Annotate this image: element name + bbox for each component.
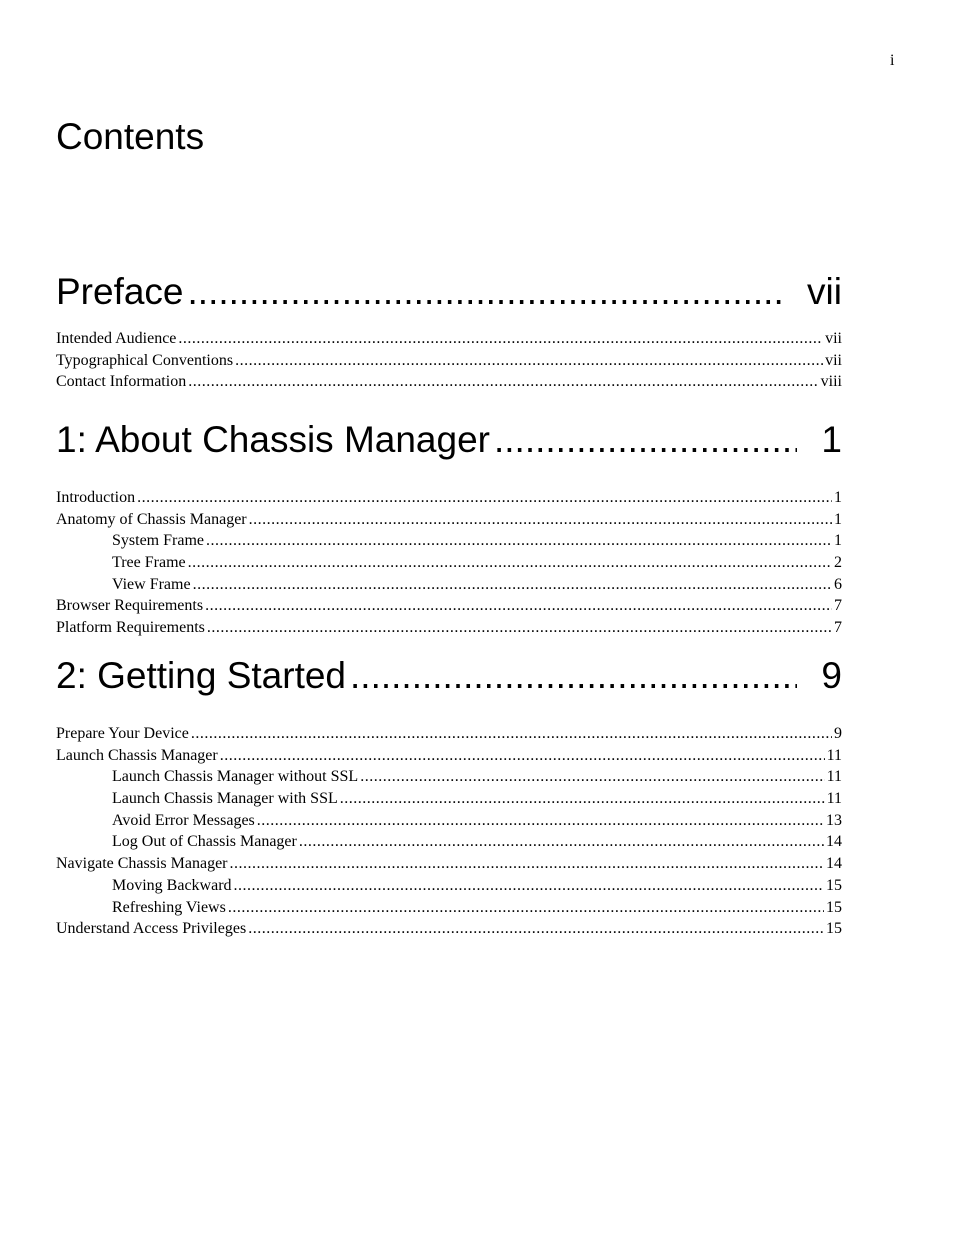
entry-title: System Frame xyxy=(112,532,204,550)
entry-page: 14 xyxy=(826,855,842,873)
entry-title: Navigate Chassis Manager xyxy=(56,855,228,873)
entry-page: 13 xyxy=(826,811,842,829)
toc-section-preface xyxy=(56,270,842,393)
entry-title: Moving Backward xyxy=(112,876,232,894)
entry-page: vii xyxy=(825,351,842,369)
dot-leader xyxy=(205,595,832,617)
chapter-heading[interactable] xyxy=(56,270,842,314)
entry-page: 11 xyxy=(826,790,842,808)
entry-page: 2 xyxy=(834,554,842,572)
entry-title: Log Out of Chassis Manager xyxy=(112,833,297,851)
entry-title: Understand Access Privileges xyxy=(56,920,247,938)
entry-title: Intended Audience xyxy=(56,330,177,347)
dot-leader xyxy=(299,831,824,853)
toc-subentry[interactable] xyxy=(56,788,842,810)
toc-entry[interactable] xyxy=(56,350,842,372)
entry-page: 11 xyxy=(826,746,842,764)
dot-leader xyxy=(230,853,824,875)
dot-leader xyxy=(235,350,823,372)
dot-leader xyxy=(206,530,832,552)
dot-leader xyxy=(249,509,832,531)
entry-title: Platform Requirements xyxy=(56,619,205,637)
toc-entries xyxy=(56,487,842,639)
toc-section-chapter-2 xyxy=(56,654,842,940)
entry-page: 15 xyxy=(826,876,842,894)
toc-subentry[interactable] xyxy=(56,875,842,897)
toc-section-chapter-1 xyxy=(56,418,842,639)
dot-leader xyxy=(137,487,832,509)
dot-leader xyxy=(178,328,823,350)
entry-title: Tree Frame xyxy=(112,554,186,572)
toc-entry[interactable] xyxy=(56,918,842,940)
entry-title: Typographical Conventions xyxy=(56,351,234,369)
dot-leader xyxy=(234,875,824,897)
toc-entries xyxy=(56,723,842,940)
dot-leader xyxy=(228,897,824,919)
dot-leader xyxy=(207,617,832,639)
toc-entry[interactable] xyxy=(56,745,842,767)
dot-leader xyxy=(188,552,832,574)
dot-leader xyxy=(248,918,824,940)
entry-title: Avoid Error Messages xyxy=(112,811,255,829)
dot-leader xyxy=(191,723,832,745)
dot-leader xyxy=(257,810,824,832)
toc-entry[interactable] xyxy=(56,595,842,617)
chapter-page: 9 xyxy=(821,655,842,696)
entry-title: Browser Requirements xyxy=(56,597,204,615)
toc-subentry[interactable] xyxy=(56,831,842,853)
entry-title: Contact Information xyxy=(56,373,187,391)
toc-entry[interactable] xyxy=(56,617,842,639)
entry-title: Launch Chassis Manager without SSL xyxy=(112,768,359,786)
entry-title: Launch Chassis Manager xyxy=(56,746,218,764)
entry-page: 7 xyxy=(834,619,842,637)
dot-leader xyxy=(188,371,818,393)
dot-leader xyxy=(188,270,784,314)
chapter-title: 2: Getting Started xyxy=(56,655,347,696)
toc-entry[interactable] xyxy=(56,509,842,531)
entry-page: 14 xyxy=(826,833,842,851)
entry-page: 11 xyxy=(826,768,842,786)
dot-leader xyxy=(340,788,825,810)
entry-page: vii xyxy=(825,330,842,347)
toc-subentry[interactable] xyxy=(56,766,842,788)
chapter-heading[interactable] xyxy=(56,654,842,698)
toc-entry[interactable] xyxy=(56,328,842,350)
page-number: i xyxy=(890,52,895,69)
entry-page: 1 xyxy=(834,532,842,550)
entry-page: 15 xyxy=(826,920,842,938)
toc-subentry[interactable] xyxy=(56,552,842,574)
entry-page: 9 xyxy=(834,725,842,742)
entry-page: 1 xyxy=(834,489,842,506)
toc-subentry[interactable] xyxy=(56,530,842,552)
entry-title: Refreshing Views xyxy=(112,898,226,916)
dot-leader xyxy=(494,418,797,462)
toc-entries xyxy=(56,328,842,393)
chapter-title: Preface xyxy=(56,271,184,312)
entry-page: 15 xyxy=(826,898,842,916)
toc-entry[interactable] xyxy=(56,371,842,393)
entry-page: 6 xyxy=(834,575,842,593)
contents-title: Contents xyxy=(56,116,205,157)
toc-subentry[interactable] xyxy=(56,897,842,919)
entry-page: viii xyxy=(820,373,842,391)
entry-title: Anatomy of Chassis Manager xyxy=(56,510,247,528)
dot-leader xyxy=(220,745,825,767)
chapter-title: 1: About Chassis Manager xyxy=(56,419,490,460)
dot-leader xyxy=(350,654,797,698)
toc-entry[interactable] xyxy=(56,723,842,745)
toc-subentry[interactable] xyxy=(56,574,842,596)
entry-title: View Frame xyxy=(112,575,191,593)
entry-page: 7 xyxy=(834,597,842,615)
entry-title: Launch Chassis Manager with SSL xyxy=(112,790,338,808)
toc-subentry[interactable] xyxy=(56,810,842,832)
entry-title: Introduction xyxy=(56,489,136,506)
chapter-page: 1 xyxy=(821,419,842,460)
dot-leader xyxy=(360,766,824,788)
toc-entry[interactable] xyxy=(56,487,842,509)
toc-entry[interactable] xyxy=(56,853,842,875)
dot-leader xyxy=(193,574,832,596)
chapter-heading[interactable] xyxy=(56,418,842,462)
entry-page: 1 xyxy=(834,510,842,528)
chapter-page: vii xyxy=(807,271,842,312)
entry-title: Prepare Your Device xyxy=(56,725,189,742)
